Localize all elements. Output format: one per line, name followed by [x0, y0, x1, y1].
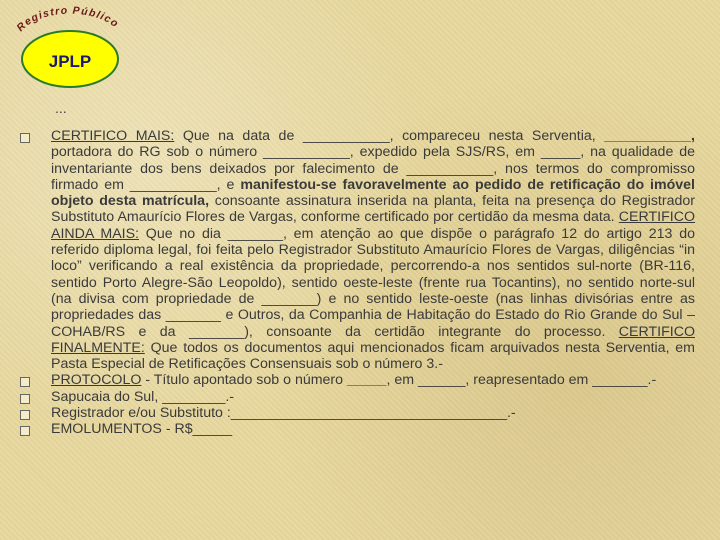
protocolo-text-1: - Título apontado sob o número: [141, 372, 347, 389]
ellipsis: ...: [55, 100, 67, 116]
protocolo-text-2: , em ______, reapresentado em _______.-: [386, 372, 657, 389]
square-bullet-icon: [20, 410, 30, 420]
logo-seal: [8, 4, 128, 89]
protocolo-label: PROTOCOLO: [51, 372, 142, 389]
list-item-registrador: [20, 405, 695, 421]
certifico-text-3: consoante assinatura inserida na planta, feita na presença do Registrador Substituto Amaurício Flores de Vargas, conforme certificado por certidão da mesma data.: [51, 193, 695, 226]
certifico-finalmente-label: CERTIFICO FINALMENTE:: [51, 323, 695, 356]
list-item-certifico: [20, 128, 695, 372]
list-item-emolumentos: [20, 421, 695, 437]
protocolo-paragraph: [51, 372, 695, 388]
certifico-text-5: Que todos os documentos aqui mencionados ficam arquivados nesta Serventia, em Pasta Especial de Retificações Consensuais sob o número 3.-: [51, 339, 695, 373]
list-item-protocolo: [20, 372, 695, 388]
certifico-mais-label: CERTIFICO MAIS:: [51, 128, 175, 144]
registrador-line: Registrador e/ou Substituto :___________________________________.-: [51, 405, 516, 422]
emolumentos-line: EMOLUMENTOS - R$_____: [51, 421, 233, 438]
protocolo-number-blank: _____: [347, 372, 387, 389]
svg-text:Registro Público: [14, 5, 121, 34]
name-blank: ___________,: [604, 128, 695, 144]
certifico-ainda-mais-label: CERTIFICO AINDA MAIS:: [51, 209, 695, 242]
list-item-sapucaia: [20, 389, 695, 405]
certifico-text-1: Que na data de ___________, compareceu nesta Serventia,: [174, 128, 605, 144]
sapucaia-line: Sapucaia do Sul, ________.-: [51, 388, 235, 405]
certifico-text-4: Que no dia _______, em atenção ao que dispõe o parágrafo 12 do artigo 213 do referido diploma legal, foi feita pelo Registrador Substituto Amaurício Flores de Vargas, diligências “in loco” verificando a real existência da propriedade, percorrendo-a nos sentidos sul-norte (BR-116, sentido Porto Alegre-São Leopoldo), sentido oeste-leste (frente rua Tocantins), no sentido norte-sul (na divisa com propriedade de _______) e no sentido leste-oeste (nas linhas divisórias entre as propriedades das _______ e Outros, da Companhia de Habitação do Estado do Rio Grande do Sul – COHAB/RS e da _______), consoante da certidão integrante do processo.: [51, 225, 695, 340]
logo-arc-text: Registro Público: [14, 4, 122, 34]
square-bullet-icon: [20, 394, 30, 404]
certifico-text-2: portadora do RG sob o número ___________, expedido pela SJS/RS, em _____, na qualidade de inventariante dos bens deixados por falecimento de ___________, nos termos do compromisso firmado em ___________, e: [51, 144, 695, 193]
square-bullet-icon: [20, 377, 30, 387]
square-bullet-icon: [20, 133, 30, 143]
jplp-logo: [8, 4, 128, 89]
manifestou-text: manifestou-se favoravelmente ao pedido de retificação do imóvel objeto desta matrícula,: [51, 176, 695, 210]
square-bullet-icon: [20, 426, 30, 436]
certifico-paragraph: [51, 128, 695, 372]
logo-abbrev: JPLP: [48, 52, 92, 71]
document-body: [20, 128, 695, 438]
